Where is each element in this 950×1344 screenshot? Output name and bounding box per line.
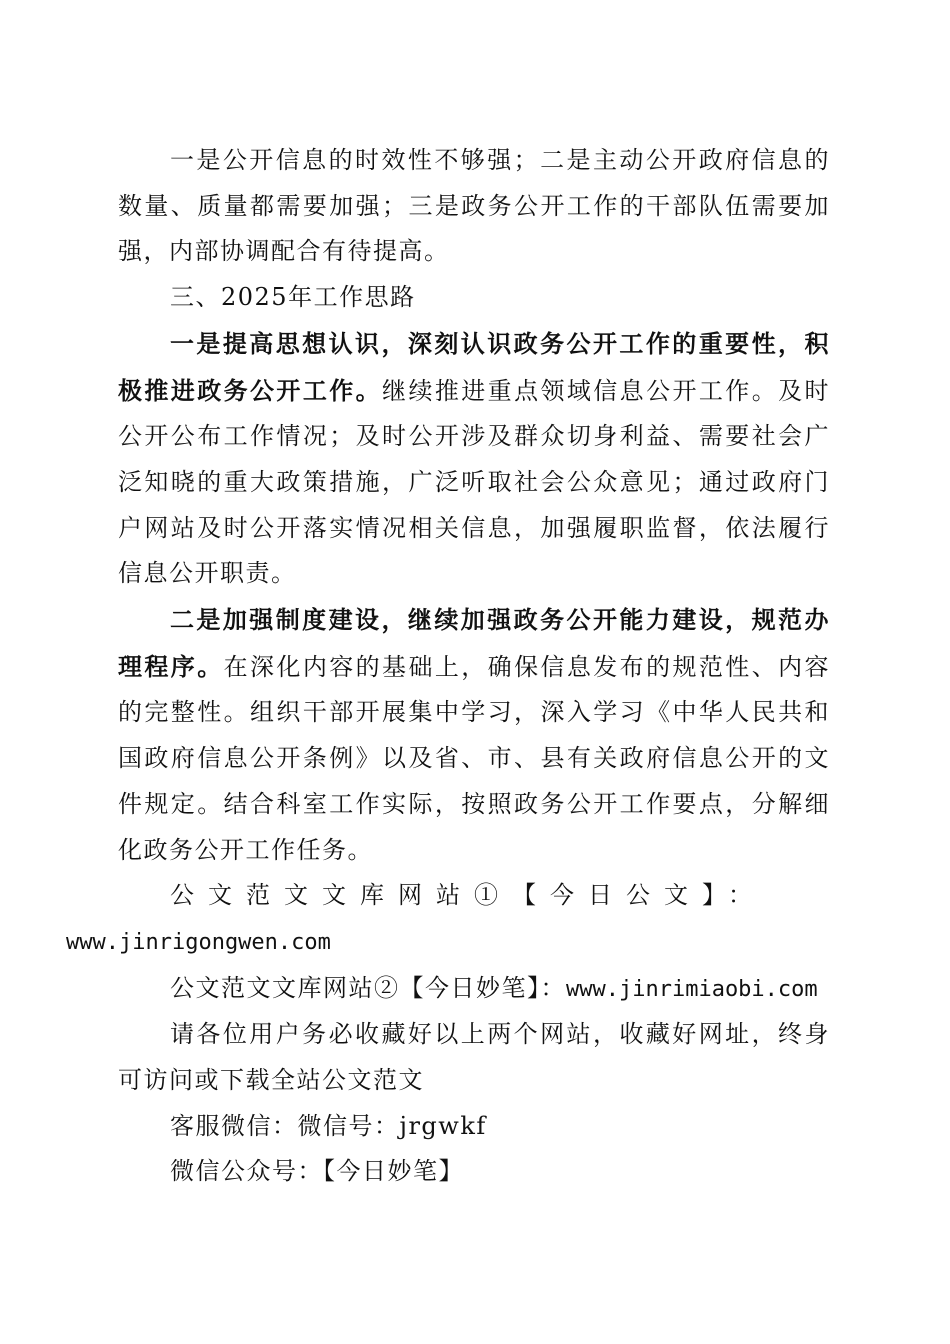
paragraph-plan-1-body: 继续推进重点领域信息公开工作。及时公开公布工作情况；及时公开涉及群众切身利益、需要社会广泛知晓的重大政策措施，广泛听取社会公众意见；通过政府门户网站及时公开落实情况相关信息，加强履职监督，依法履行信息公开职责。	[118, 376, 831, 588]
wechat-service-line: 客服微信：微信号：jrgwkf	[170, 1111, 487, 1140]
document-page	[66, 138, 831, 1195]
paragraph-plan-1-lead: 一是提高思想认识，深刻认识政务公开工作的重要性，积极推进政务公开工作。	[118, 328, 830, 405]
paragraph-plan-1	[118, 321, 830, 597]
site-1-label: 公文范文文库网站①【今日公文】：	[170, 881, 766, 910]
paragraph-plan-2-lead: 二是加强制度建设，继续加强政务公开能力建设，规范办理程序。	[118, 605, 830, 681]
site-2-url-link[interactable]: www.jinrimiaobi.com	[566, 976, 818, 1002]
paragraph-plan-2-body: 在深化内容的基础上，确保信息发布的规范性、内容的完整性。组织干部开展集中学习，深入学习《中华人民共和国政府信息公开条例》以及省、市、县有关政府信息公开的文件规定。结合科室工作实际，按照政务公开工作要点，分解细化政务公开工作任务。	[118, 652, 831, 864]
paragraph-problems: 一是公开信息的时效性不够强；二是主动公开政府信息的数量、质量都需要加强；三是政务公开工作的干部队伍需要加强，内部协调配合有待提高。	[118, 146, 830, 266]
section-heading-2025-plan: 三、2025年工作思路	[170, 283, 416, 312]
site-1-url-link[interactable]: www.jinrigongwen.com	[66, 929, 331, 955]
site-2-line	[118, 966, 830, 1013]
paragraph-plan-2	[118, 597, 830, 873]
site-1-line	[66, 873, 830, 965]
bookmark-notice: 请各位用户务必收藏好以上两个网站，收藏好网址，终身可访问或下载全站公文范文	[118, 1020, 830, 1095]
site-2-label: 公文范文文库网站②【今日妙笔】：	[170, 973, 566, 1002]
wechat-public-line: 微信公众号：【今日妙笔】	[170, 1157, 464, 1186]
